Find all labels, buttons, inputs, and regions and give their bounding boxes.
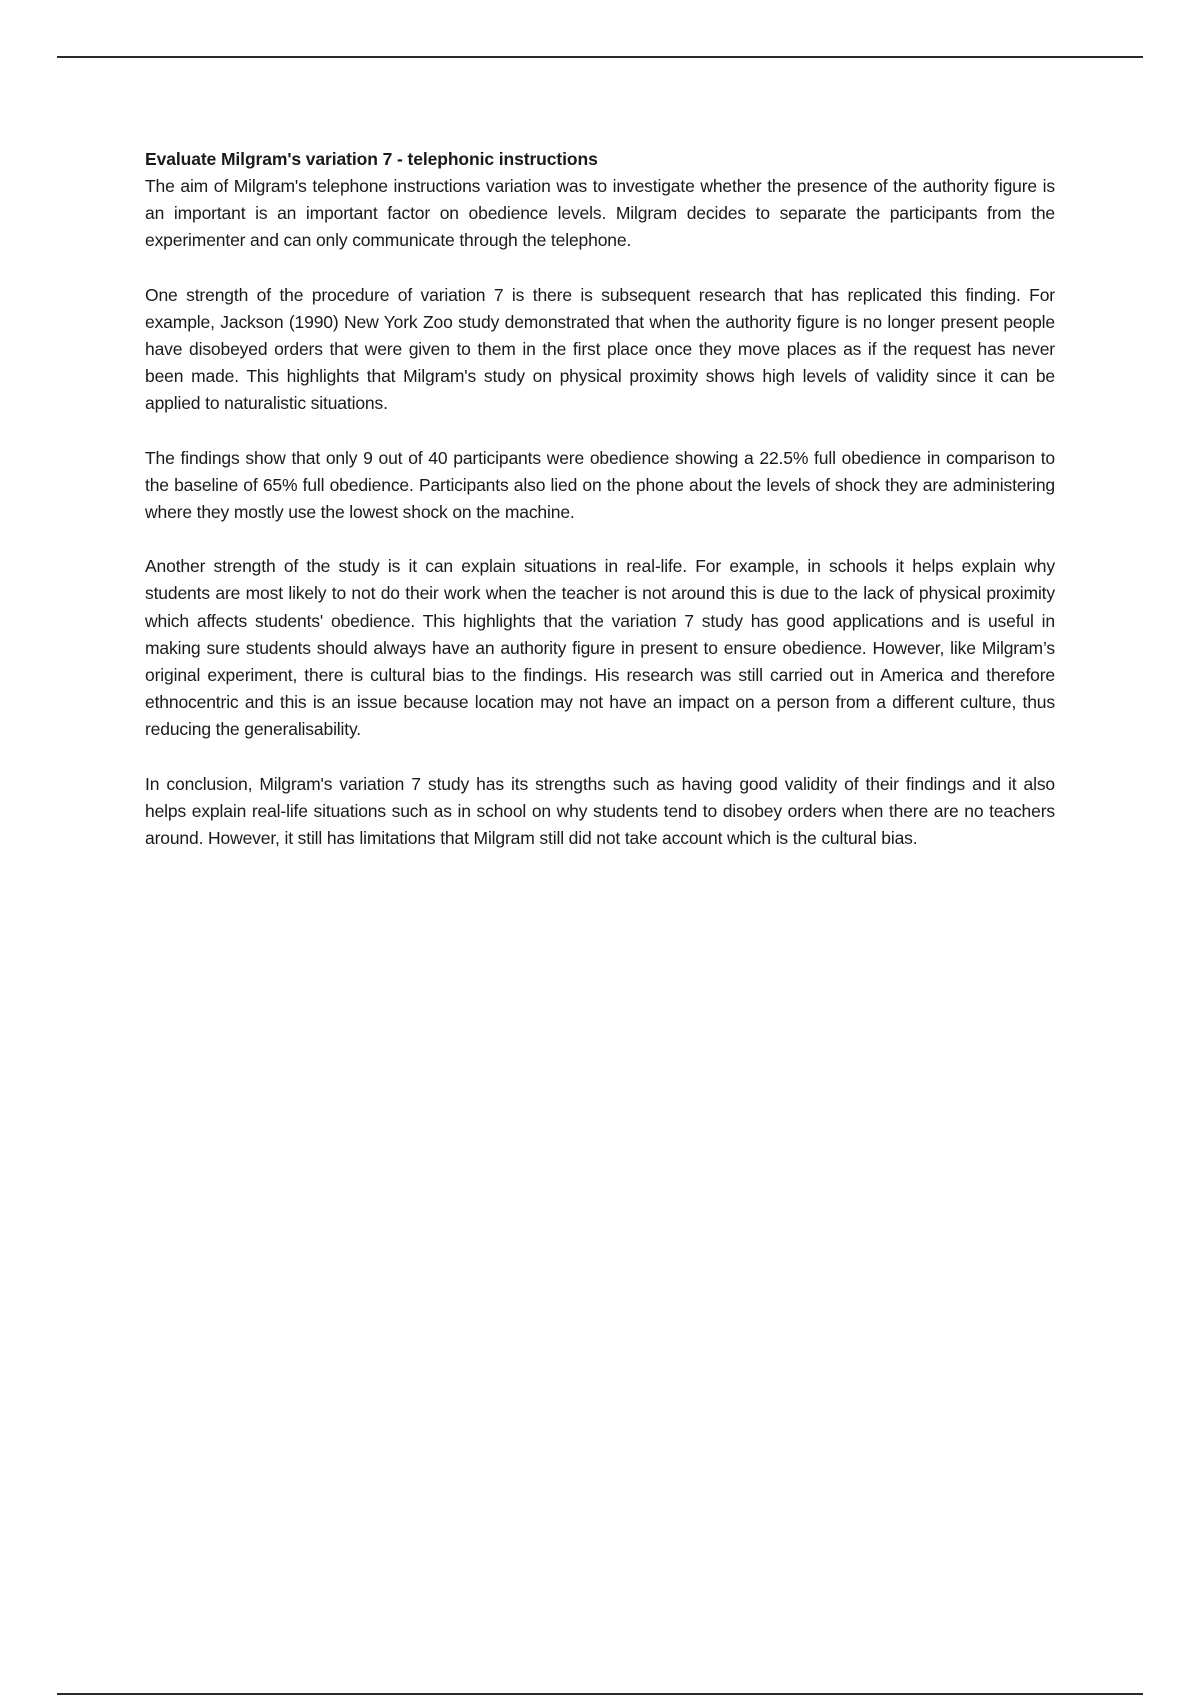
- essay-heading: Evaluate Milgram's variation 7 - telephonic instructions: [145, 149, 598, 169]
- footer-rule: [57, 1693, 1143, 1695]
- paragraph-findings: The findings show that only 9 out of 40 participants were obedience showing a 22.5% full obedience in comparison to the baseline of 65% full obedience. Participants also lied on the phone about the levels of shock they are administering where they mostly use the lowest shock on the machine.: [145, 447, 1055, 523]
- document-body: [145, 146, 1055, 879]
- paragraph-strength-research: One strength of the procedure of variation 7 is there is subsequent research that has replicated this finding. For example, Jackson (1990) New York Zoo study demonstrated that when the authority figure is no longer present people have disobeyed orders that were given to them in the first place once they move places as if the request has never been made. This highlights that Milgram's study on physical proximity shows high levels of validity since it can be applied to naturalistic situations.: [145, 284, 1055, 414]
- header-rule: [57, 56, 1143, 58]
- paragraph-conclusion: In conclusion, Milgram's variation 7 study has its strengths such as having good validity of their findings and it also helps explain real-life situations such as in school on why students tend to disobey orders when there are no teachers around. However, it still has limitations that Milgram still did not take account which is the cultural bias.: [145, 773, 1055, 849]
- paragraph-aim: The aim of Milgram's telephone instructions variation was to investigate whether the presence of the authority figure is an important is an important factor on obedience levels. Milgram decides to separate the participants from the experimenter and can only communicate through the telephone.: [145, 176, 1055, 251]
- paragraph-strength-application: Another strength of the study is it can explain situations in real-life. For example, in schools it helps explain why students are most likely to not do their work when the teacher is not around this is due to the lack of physical proximity which affects students' obedience. This highlights that the variation 7 study has good applications and is useful in making sure students should always have an authority figure in present to ensure obedience. However, like Milgram’s original experiment, there is cultural bias to the findings. His research was still carried out in America and therefore ethnocentric and this is an issue because location may not have an impact on a person from a different culture, thus reducing the generalisability.: [145, 556, 1055, 740]
